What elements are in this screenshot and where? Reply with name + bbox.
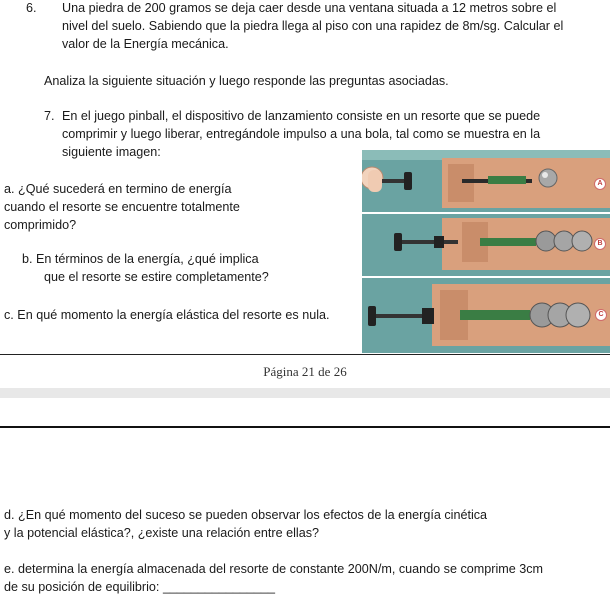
page-end-divider [0,354,610,355]
question-7-number: 7. [44,109,55,123]
question-d-line-2: y la potencial elástica?, ¿existe una relación entre ellas? [4,526,320,540]
question-6-line-1: Una piedra de 200 gramos se deja caer desde una ventana situada a 12 metros sobre el [62,1,557,15]
question-b-line-1: b. En términos de la energía, ¿qué implica [22,252,259,266]
instruction-text: Analiza la siguiente situación y luego responde las preguntas asociadas. [44,74,449,88]
label-b: B [594,238,606,250]
question-e-line-2 [4,579,275,597]
question-7-line-3: siguiente imagen: [62,145,161,159]
question-e-line-1: e. determina la energía almacenada del resorte de constante 200N/m, cuando se comprime 3cm [4,562,544,576]
launcher-image-c [362,278,610,353]
question-a-line-2: cuando el resorte se encuentre totalmente [4,200,240,214]
question-d-line-1: d. ¿En qué momento del suceso se pueden observar los efectos de la energía cinética [4,508,488,522]
question-b-line-2: que el resorte se estire completamente? [44,270,269,284]
question-6-line-3: valor de la Energía mecánica. [62,37,229,51]
question-a-line-3: comprimido? [4,218,77,232]
launcher-image-b [362,214,610,276]
question-a-line-1: a. ¿Qué sucederá en termino de energía [4,182,232,196]
page-footer: Página 21 de 26 [263,364,347,379]
page-start-divider [0,426,610,428]
launcher-panel-a [362,150,610,212]
answer-blank[interactable]: ________________ [162,580,276,594]
label-a: A [594,178,606,190]
question-6-number: 6. [26,1,37,15]
question-7-line-1: En el juego pinball, el dispositivo de lanzamiento consiste en un resorte que se puede [62,109,541,123]
question-7-line-2: comprimir y luego liberar, entregándole impulso a una bola, tal como se muestra en la [62,127,541,141]
launcher-panel-b [362,214,610,276]
launcher-image-a [362,150,610,212]
page-gap [0,388,610,398]
question-c: c. En qué momento la energía elástica del resorte es nula. [4,308,330,322]
question-e-line-2-text: de su posición de equilibrio: [4,580,163,594]
question-6-line-2: nivel del suelo. Sabiendo que la piedra llega al piso con una rapidez de 8m/sg. Calcular el [62,19,564,33]
label-c: C [595,309,607,321]
launcher-panel-c [362,278,610,353]
